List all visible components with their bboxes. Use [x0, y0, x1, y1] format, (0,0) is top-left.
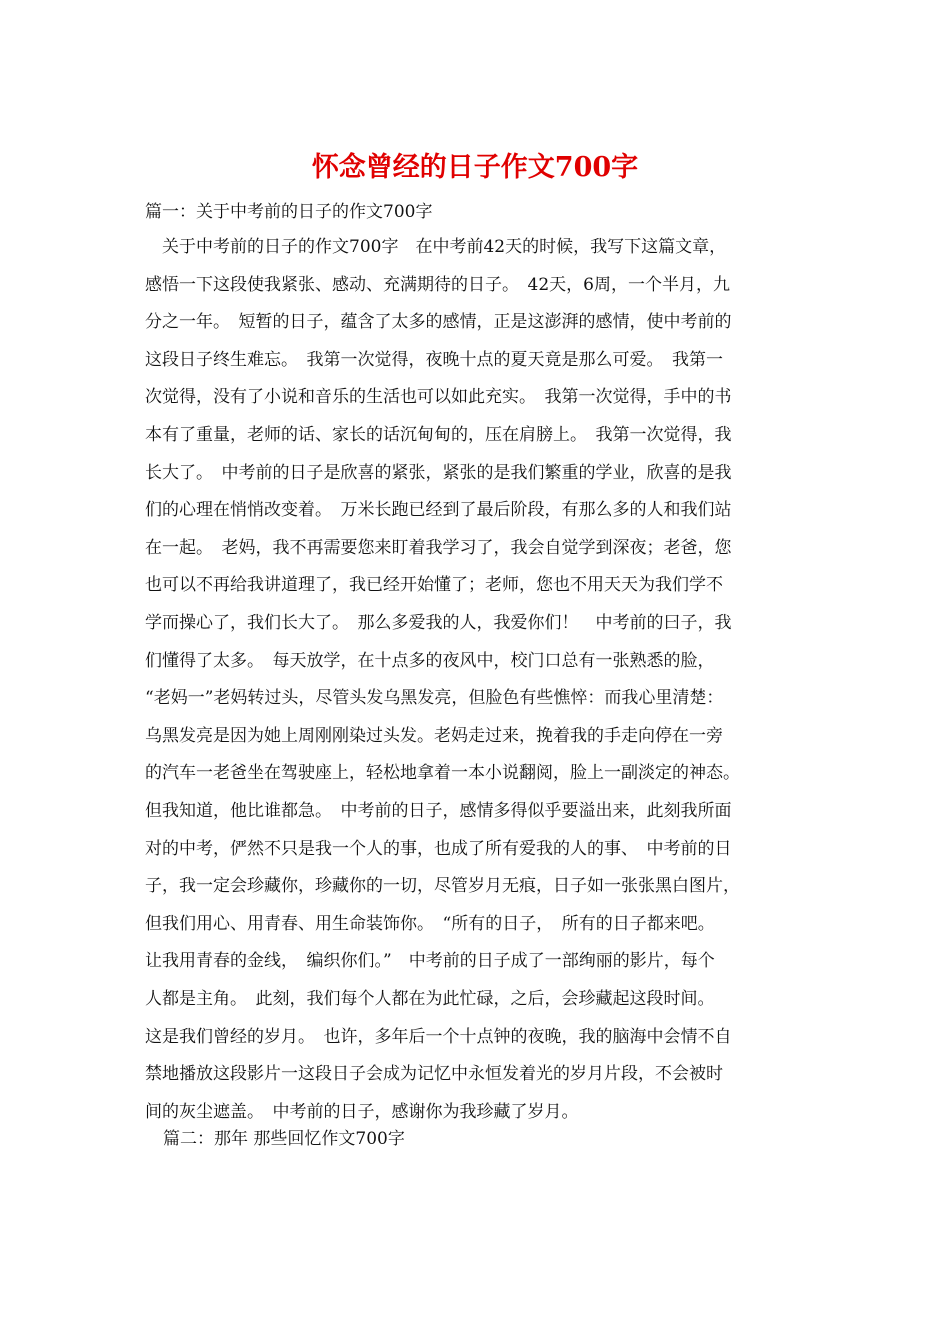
body-text-line: 学而操心了，我们长大了。 那么多爱我的人，我爱你们！ 中考前的曰子，我	[145, 613, 732, 633]
body-text-line: 这是我们曾经的岁月。 也许，多年后一个十点钟的夜晚，我的脑海中会情不自	[145, 1026, 732, 1047]
body-text-line: 们懂得了太多。 每天放学，在十点多的夜风中，校门口总有一张熟悉的脸，	[145, 650, 715, 671]
body-text-line: 本有了重量，老师的话、家长的话沉甸甸的，压在肩膀上。 我第一次觉得，我	[145, 425, 732, 445]
body-text-line: 长大了。 中考前的日子是欣喜的紧张，紧张的是我们繁重的学业，欣喜的是我	[145, 462, 732, 483]
body-text-line: 但我知道，他比谁都急。 中考前的日子，感情多得似乎要溢出来，此刻我所面	[145, 801, 732, 821]
body-text-line: 子，我一定会珍藏你，珍藏你的一切，尽管岁月无痕，日子如一张张黑白图片，	[145, 876, 740, 897]
body-text-line: 分之一年。 短暂的日子，蕴含了太多的感情，正是这澎湃的感情，使中考前的	[145, 312, 732, 333]
body-text-line: 人都是主角。 此刻，我们每个人都在为此忙碌，之后，会珍藏起这段时间。	[145, 989, 715, 1009]
body-text-line: 禁地播放这段影片一这段日子会成为记忆中永恒发着光的岁月片段，不会被时	[145, 1064, 723, 1085]
body-text-line: 乌黑发亮是因为她上周刚刚染过头发。老妈走过来，挽着我的手走向停在一旁	[145, 725, 723, 746]
body-text-line: 关于中考前的日子的作文700字 在中考前42天的时候，我写下这篇文章，	[145, 237, 727, 257]
body-text-line: 次觉得，没有了小说和音乐的生活也可以如此充实。 我第一次觉得，手中的书	[145, 387, 732, 408]
body-text-line: “老妈一”老妈转过头，尽管头发乌黑发亮，但脸色有些憔悴：而我心里清楚：	[145, 688, 724, 709]
section-heading-2: 篇二：那年 那些回忆作文700字	[163, 1129, 405, 1149]
section-heading-1: 篇一：关于中考前的日子的作文700字	[145, 202, 433, 222]
body-text-line: 在一起。 老妈，我不再需要您来盯着我学习了，我会自觉学到深夜；老爸，您	[145, 537, 732, 558]
document-title: 怀念曾经的日子作文700字	[311, 152, 639, 183]
body-text-line: 们的心理在悄悄改变着。 万米长跑已经到了最后阶段，有那么多的人和我们站	[145, 500, 732, 521]
body-text-line: 的汽车一老爸坐在驾驶座上，轻松地拿着一本小说翻阅，脸上一副淡定的神态。	[145, 763, 740, 784]
body-text-line: 感悟一下这段使我紧张、感动、充满期待的日子。 42天，6周，一个半月，九	[145, 274, 730, 295]
body-text-line: 但我们用心、用青春、用生命装饰你。 “所有的日子， 所有的日子都来吧。	[145, 913, 715, 934]
body-text-line: 间的灰尘遮盖。 中考前的日子，感谢你为我珍藏了岁月。	[145, 1101, 579, 1122]
body-text-line: 也可以不再给我讲道理了，我已经开始懂了；老师，您也不用天天为我们学不	[145, 575, 723, 596]
body-text-line: 让我用青春的金线， 编织你们。” 中考前的日子成了一部绚丽的影片，每个	[145, 951, 715, 972]
body-text-line: 对的中考，俨然不只是我一个人的事，也成了所有爱我的人的事、 中考前的日	[145, 838, 732, 859]
body-text-line: 这段日子终生难忘。 我第一次觉得，夜晚十点的夏天竟是那么可爱。 我第一	[145, 349, 723, 370]
